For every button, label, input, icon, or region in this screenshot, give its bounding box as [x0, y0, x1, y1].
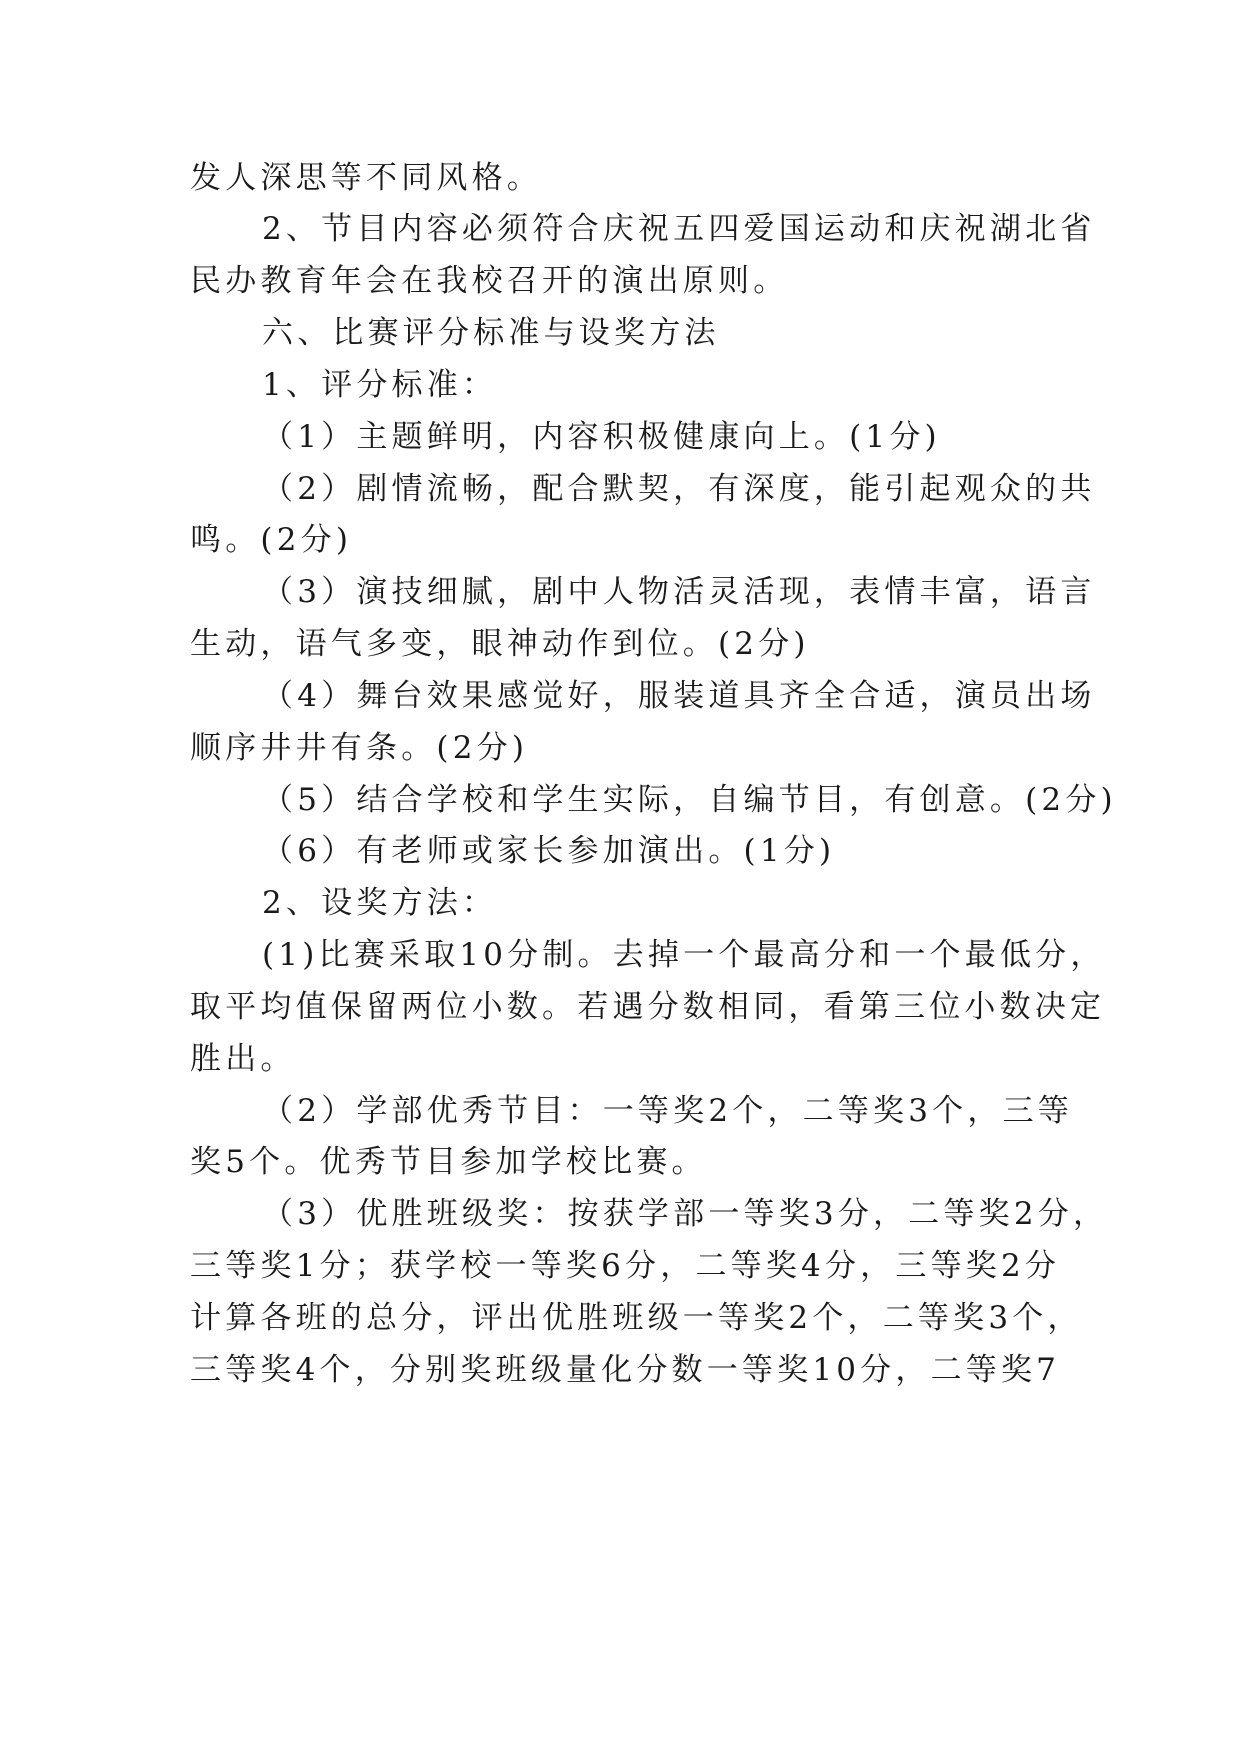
text-line: 三等奖1分；获学校一等奖6分，二等奖4分，三等奖2分: [190, 1248, 1061, 1284]
text-line: （3）优胜班级奖：按获学部一等奖3分，二等奖2分，: [262, 1196, 1109, 1232]
text-line: 生动，语气多变，眼神动作到位。(2分): [190, 626, 810, 662]
text-line: (1)比赛采取10分制。去掉一个最高分和一个最低分，: [262, 937, 1106, 973]
text-line: （2）学部优秀节目：一等奖2个，二等奖3个，三等: [262, 1093, 1073, 1129]
text-line: （5）结合学校和学生实际，自编节目，有创意。(2分): [262, 782, 1117, 818]
text-line: 计算各班的总分，评出优胜班级一等奖2个，二等奖3个，: [190, 1300, 1083, 1336]
text-line: （3）演技细腻，剧中人物活灵活现，表情丰富，语言: [262, 574, 1096, 610]
subsection-heading: 2、设奖方法：: [262, 885, 498, 921]
section-heading: 六、比赛评分标准与设奖方法: [262, 315, 720, 351]
text-line: 胜出。: [190, 1041, 296, 1077]
text-line: 顺序井井有条。(2分): [190, 730, 529, 766]
text-line: 取平均值保留两位小数。若遇分数相同，看第三位小数决定: [190, 989, 1106, 1025]
text-line: 三等奖4个，分别奖班级量化分数一等奖10分，二等奖7: [190, 1352, 1061, 1388]
text-line: 民办教育年会在我校召开的演出原则。: [190, 263, 789, 299]
text-line: （4）舞台效果感觉好，服装道具齐全合适，演员出场: [262, 678, 1096, 714]
subsection-heading: 1、评分标准：: [262, 367, 498, 403]
text-line: （6）有老师或家长参加演出。(1分): [262, 833, 836, 869]
text-line: 发人深思等不同风格。: [190, 160, 542, 196]
text-line: （2）剧情流畅，配合默契，有深度，能引起观众的共: [262, 471, 1096, 507]
text-line: 鸣。(2分): [190, 522, 353, 558]
text-line: （1）主题鲜明，内容积极健康向上。(1分): [262, 419, 941, 455]
text-line: 奖5个。优秀节目参加学校比赛。: [190, 1144, 707, 1180]
text-line: 2、节目内容必须符合庆祝五四爱国运动和庆祝湖北省: [262, 211, 1096, 247]
